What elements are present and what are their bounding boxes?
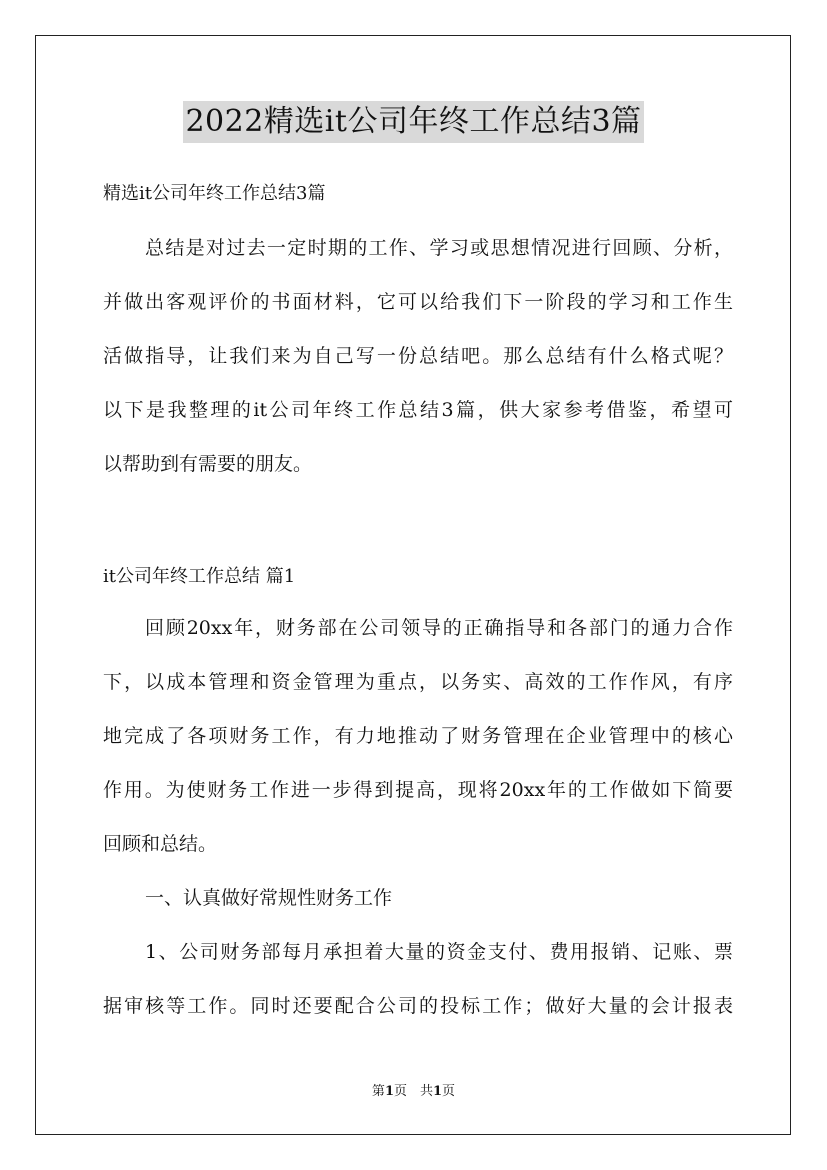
item-line: 据审核等工作。同时还要配合公司的投标工作；做好大量的会计报表 — [103, 995, 733, 1017]
section-line: 地完成了各项财务工作，有力地推动了财务管理在企业管理中的核心 — [103, 725, 733, 747]
page-number: 1 — [384, 1084, 394, 1099]
page-footer — [0, 1082, 827, 1102]
section-line: 下，以成本管理和资金管理为重点，以务实、高效的工作作风，有序 — [103, 671, 733, 693]
item-heading: 一、认真做好常规性财务工作 — [145, 887, 393, 909]
document-title: 2022精选it公司年终工作总结3篇 — [183, 101, 643, 143]
intro-line: 以帮助到有需要的朋友。 — [103, 453, 313, 475]
page-suffix: 页 — [442, 1084, 456, 1099]
section-line: 回顾和总结。 — [103, 833, 218, 855]
document-subtitle: 精选it公司年终工作总结3篇 — [103, 183, 326, 204]
section-line: 作用。为使财务工作进一步得到提高，现将20xx年的工作做如下简要 — [103, 779, 733, 801]
section-heading: it公司年终工作总结 篇1 — [103, 566, 296, 587]
item-line: 1、公司财务部每月承担着大量的资金支付、费用报销、记账、票 — [145, 941, 733, 963]
page-mid: 页 共 — [393, 1084, 433, 1099]
title-wrap — [0, 101, 827, 143]
section-line: 回顾20xx年，财务部在公司领导的正确指导和各部门的通力合作 — [145, 617, 733, 639]
page-total: 1 — [433, 1084, 443, 1099]
intro-line: 总结是对过去一定时期的工作、学习或思想情况进行回顾、分析， — [145, 237, 733, 259]
page-prefix: 第 — [371, 1084, 385, 1099]
intro-line: 活做指导，让我们来为自己写一份总结吧。那么总结有什么格式呢？ — [103, 345, 733, 367]
intro-line: 以下是我整理的it公司年终工作总结3篇，供大家参考借鉴，希望可 — [103, 399, 733, 421]
intro-line: 并做出客观评价的书面材料，它可以给我们下一阶段的学习和工作生 — [103, 291, 733, 313]
